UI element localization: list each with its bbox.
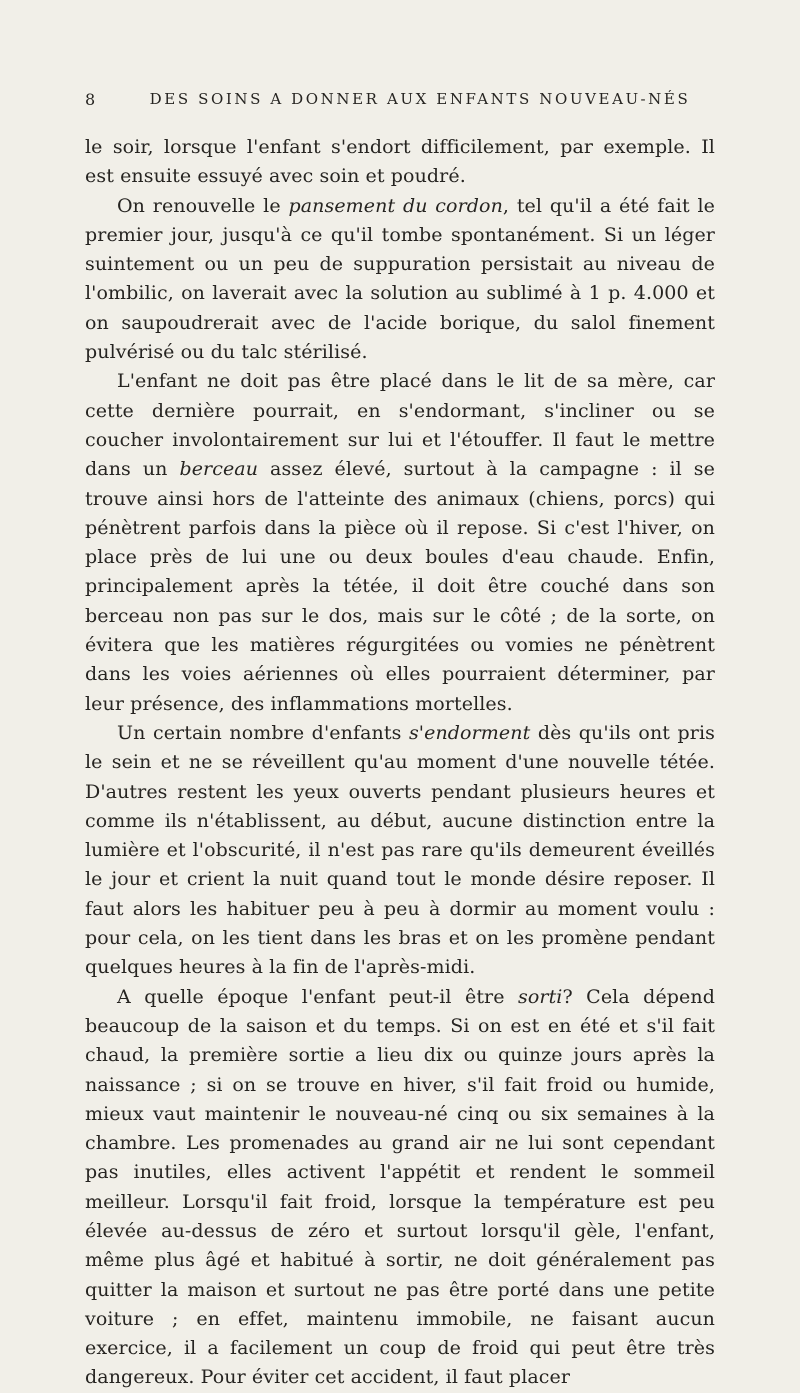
paragraph-text: On renouvelle le	[117, 194, 289, 217]
paragraph-sleep	[85, 719, 715, 983]
emphasis-term: s'endorment	[408, 721, 531, 744]
paragraph-outing	[85, 983, 715, 1393]
paragraph-text: ? Cela dépend beaucoup de la saison et du temps. Si on est en été et s'il fait chaud, la première sortie a lieu dix ou quinze jours après la naissance ; si on se trouve en hiver, s'il fait froid ou humide, mieux vaut maintenir le nouveau-né cinq ou six semaines à la chambre. Les promenades au grand air ne lui sont cependant pas inutiles, elles activent l'appétit et rendent le sommeil meilleur. Lorsqu'il fait froid, lorsque la température est peu élevée au-dessus de zéro et surtout lorsqu'il gèle, l'enfant, même plus âgé et habitué à sortir, ne doit généralement pas quitter la maison et surtout ne pas être porté dans une petite voiture ; en effet, maintenu immobile, ne faisant aucun exercice, il a facilement un coup de froid qui peut être très dangereux. Pour éviter cet accident, il faut placer	[85, 985, 715, 1389]
paragraph-cradle	[85, 367, 715, 719]
page-number: 8	[85, 90, 98, 109]
running-title: DES SOINS A DONNER AUX ENFANTS NOUVEAU-NÉS	[149, 90, 691, 108]
emphasis-term: sorti	[518, 985, 563, 1008]
body-text	[85, 133, 715, 1393]
paragraph-continuation	[85, 133, 715, 192]
paragraph-text: dès qu'ils ont pris le sein et ne se réveillent qu'au moment d'une nouvelle tétée. D'autres restent les yeux ouverts pendant plusieurs heures et comme ils n'établissent, au début, aucune distinction entre la lumière et l'obscurité, il n'est pas rare qu'ils demeurent éveillés le jour et crient la nuit quand tout le monde désire reposer. Il faut alors les habituer peu à peu à dormir au moment voulu : pour cela, on les tient dans les bras et on les promène pendant quelques heures à la fin de l'après-midi.	[85, 721, 715, 979]
emphasis-term: pansement du cordon	[288, 194, 503, 217]
emphasis-term: berceau	[179, 458, 259, 481]
paragraph-text: Un certain nombre d'enfants	[117, 721, 409, 744]
running-header	[85, 90, 715, 116]
paragraph-text: L'enfant ne doit pas être placé dans le lit de sa mère, car cette dernière pourrait, en s'endormant, s'incliner ou se coucher involontairement sur lui et l'étouffer. Il faut le mettre dans un	[85, 370, 715, 481]
paragraph-text: , tel qu'il a été fait le premier jour, jusqu'à ce qu'il tombe spontanément. Si un léger suintement ou un peu de suppuration persistait au niveau de l'ombilic, on laverait avec la solution au sublimé à 1 p. 4.000 et on saupoudrerait avec de l'acide borique, du salol finement pulvérisé ou du talc stérilisé.	[85, 194, 715, 364]
paragraph-text: le soir, lorsque l'enfant s'endort difficilement, par exemple. Il est ensuite essuyé avec soin et poudré.	[85, 136, 715, 188]
paragraph-text: assez élevé, surtout à la campagne : il se trouve ainsi hors de l'atteinte des animaux (chiens, porcs) qui pénètrent parfois dans la pièce où il repose. Si c'est l'hiver, on place près de lui une ou deux boules d'eau chaude. Enfin, principalement après la tétée, il doit être couché dans son berceau non pas sur le dos, mais sur le côté ; de la sorte, on évitera que les matières régurgitées ou vomies ne pénètrent dans les voies aériennes où elles pourraient déterminer, par leur présence, des inflammations mortelles.	[85, 458, 715, 715]
paragraph-text: A quelle époque l'enfant peut-il être	[117, 985, 518, 1008]
paragraph-dressing-cord	[85, 192, 715, 368]
